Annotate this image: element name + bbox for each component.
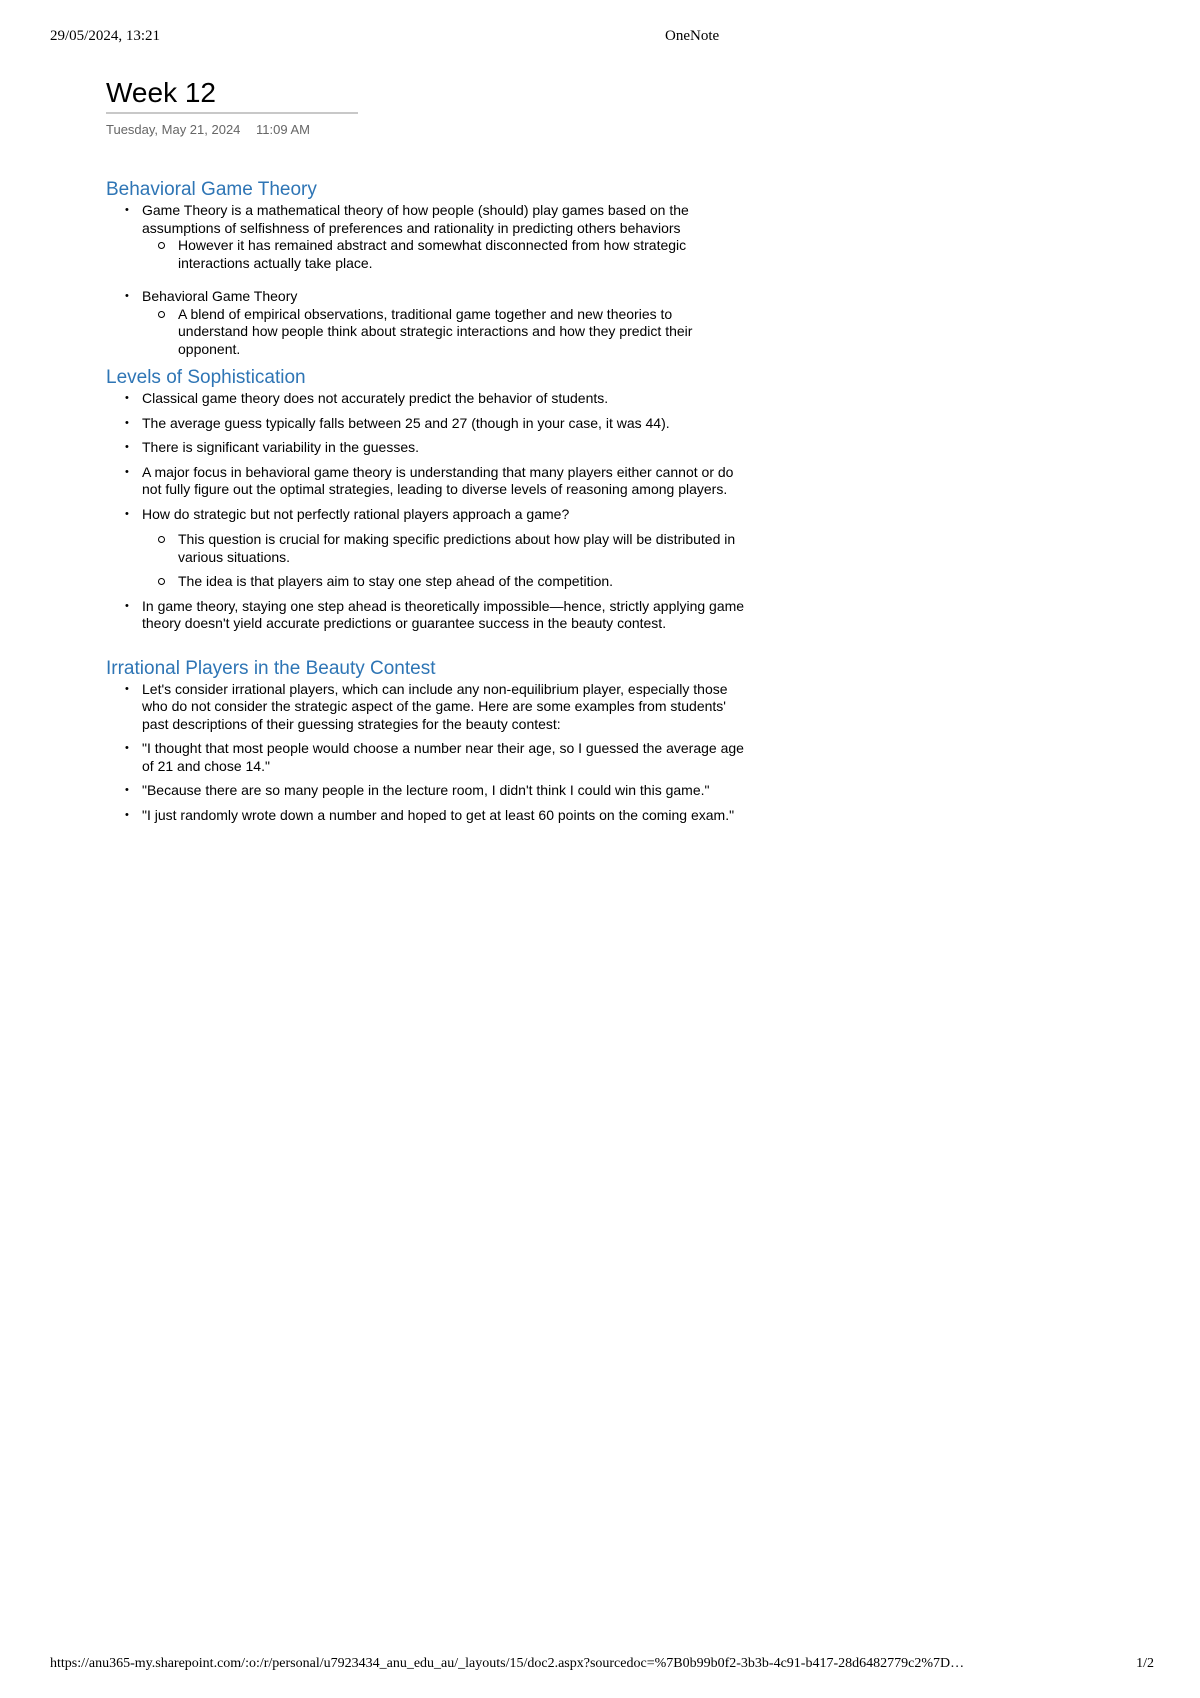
sub-list-item: The idea is that players aim to stay one step ahead of the competition.	[178, 573, 746, 591]
list-item: • "I thought that most people would choose a number near their age, so I guessed the average age of 21 and chose 14."	[142, 740, 746, 775]
list-item: • "Because there are so many people in the lecture room, I didn't think I could win this game."	[142, 782, 746, 800]
sub-bullet-list	[142, 531, 746, 591]
sub-bullet-list	[142, 306, 746, 359]
list-item: • "I just randomly wrote down a number and hoped to get at least 60 points on the coming exam."	[142, 807, 746, 825]
list-item: • Let's consider irrational players, which can include any non-equilibrium player, especially those who do not consider the strategic aspect of the game. Here are some examples from students' past descriptions of their guessing strategies for the beauty contest:	[142, 681, 746, 734]
sub-list-item: A blend of empirical observations, traditional game together and new theories to understand how people think about strategic interactions and how they predict their opponent.	[178, 306, 746, 359]
page-date: Tuesday, May 21, 2024	[106, 122, 241, 137]
page-time: 11:09 AM	[256, 122, 311, 137]
page-title: Week 12	[106, 76, 358, 114]
bullet-list	[106, 390, 746, 633]
list-item: • Classical game theory does not accurately predict the behavior of students.	[142, 390, 746, 408]
list-item: • A major focus in behavioral game theory is understanding that many players either cannot or do not fully figure out the optimal strategies, leading to diverse levels of reasoning among players.	[142, 464, 746, 499]
list-item	[142, 506, 746, 591]
list-item: • There is significant variability in the guesses.	[142, 439, 746, 457]
page-timestamp	[106, 122, 746, 138]
list-item	[142, 288, 746, 358]
list-item: • The average guess typically falls between 25 and 27 (though in your case, it was 44).	[142, 415, 746, 433]
list-item	[142, 202, 746, 272]
section-heading-behavioral-game-theory: Behavioral Game Theory	[106, 179, 317, 200]
section-heading-levels-of-sophistication: Levels of Sophistication	[106, 367, 306, 388]
list-item-text: Behavioral Game Theory	[142, 288, 298, 304]
note-page	[106, 76, 746, 831]
print-footer	[50, 1656, 1154, 1676]
sub-list-item: This question is crucial for making specific predictions about how play will be distributed in various situations.	[178, 531, 746, 566]
bullet-list	[106, 681, 746, 825]
sub-bullet-list	[142, 237, 746, 272]
bullet-list	[106, 202, 746, 358]
print-header	[50, 28, 1150, 48]
sub-list-item: However it has remained abstract and somewhat disconnected from how strategic interactions actually take place.	[178, 237, 746, 272]
section-heading-irrational-players: Irrational Players in the Beauty Contest	[106, 657, 436, 679]
list-item-text: Game Theory is a mathematical theory of how people (should) play games based on the assumptions of selfishness of preferences and rationality in predicting others behaviors	[142, 202, 689, 236]
list-item-text: How do strategic but not perfectly rational players approach a game?	[142, 505, 570, 522]
page-number: 1/2	[1136, 1656, 1154, 1671]
print-app-name: OneNote	[665, 28, 720, 44]
print-url: https://anu365-my.sharepoint.com/:o:/r/personal/u7923434_anu_edu_au/_layouts/15/doc2.aspx?sourcedoc=%7B0b99b0f2-3b3b-4c91-b417-28d6482779c2%7D…	[50, 1656, 965, 1671]
print-datetime: 29/05/2024, 13:21	[50, 28, 161, 44]
list-item: • In game theory, staying one step ahead is theoretically impossible—hence, strictly applying game theory doesn't yield accurate predictions or guarantee success in the beauty contest.	[142, 598, 746, 633]
